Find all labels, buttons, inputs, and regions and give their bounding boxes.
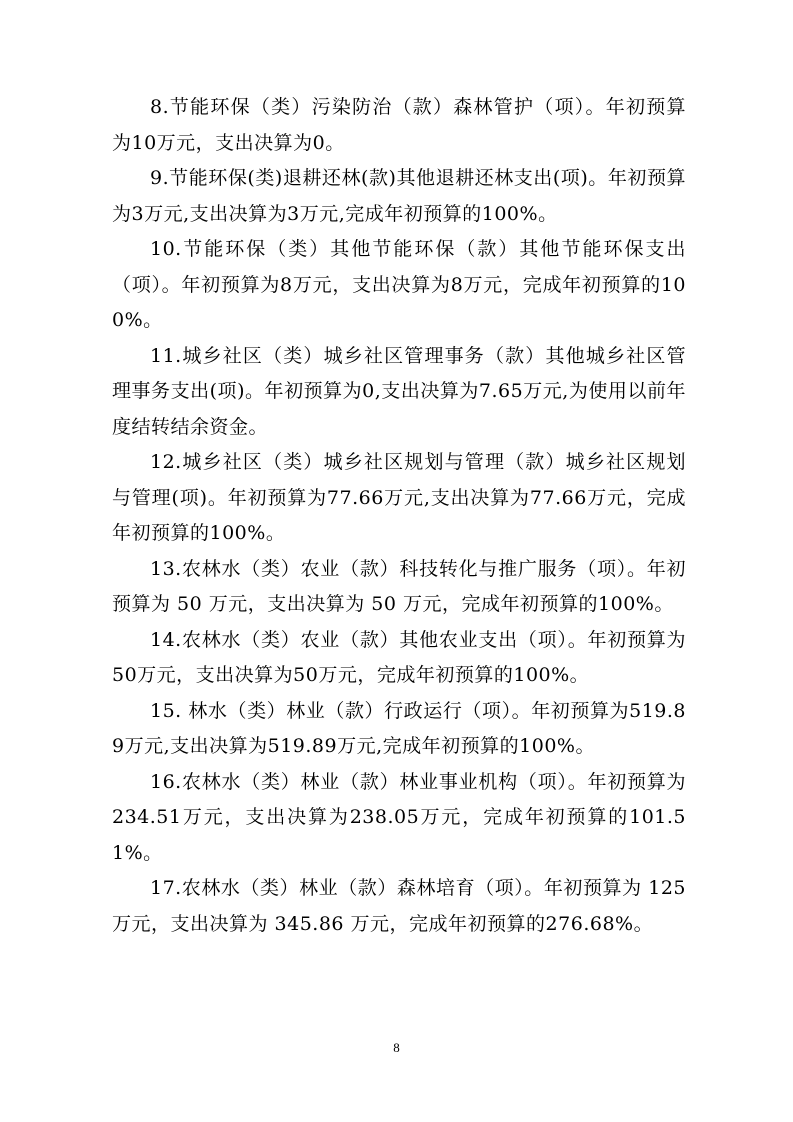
paragraph-item-13: 13.农林水（类）农业（款）科技转化与推广服务（项）。年初预算为 50 万元，支出决算为 50 万元，完成年初预算的100%。 <box>112 557 686 615</box>
paragraph-item-17: 17.农林水（类）林业（款）森林培育（项）。年初预算为 125 万元，支出决算为 345.86 万元，完成年初预算的276.68%。 <box>112 877 686 935</box>
paragraph-item-9: 9.节能环保(类)退耕还林(款)其他退耕还林支出(项)。年初预算为3万元,支出决算为3万元,完成年初预算的100%。 <box>112 167 686 225</box>
paragraph-item-8: 8.节能环保（类）污染防治（款）森林管护（项）。年初预算为10万元，支出决算为0。 <box>112 96 686 154</box>
document-body <box>112 90 686 942</box>
page-number: 8 <box>393 1040 400 1055</box>
paragraph-item-15: 15. 林水（类）林业（款）行政运行（项）。年初预算为519.89万元,支出决算为519.89万元,完成年初预算的100%。 <box>112 699 686 757</box>
paragraph-item-11: 11.城乡社区（类）城乡社区管理事务（款）其他城乡社区管理事务支出(项)。年初预算为0,支出决算为7.65万元,为使用以前年度结转结余资金。 <box>112 344 686 438</box>
paragraph-item-10: 10.节能环保（类）其他节能环保（款）其他节能环保支出（项）。年初预算为8万元，支出决算为8万元，完成年初预算的100%。 <box>112 238 686 331</box>
paragraph-item-16: 16.农林水（类）林业（款）林业事业机构（项）。年初预算为234.51万元，支出决算为238.05万元，完成年初预算的101.51%。 <box>112 770 686 864</box>
paragraph-item-12: 12.城乡社区（类）城乡社区规划与管理（款）城乡社区规划与管理(项)。年初预算为77.66万元,支出决算为77.66万元，完成年初预算的100%。 <box>112 451 686 544</box>
paragraph-item-14: 14.农林水（类）农业（款）其他农业支出（项）。年初预算为50万元，支出决算为50万元，完成年初预算的100%。 <box>112 628 686 686</box>
